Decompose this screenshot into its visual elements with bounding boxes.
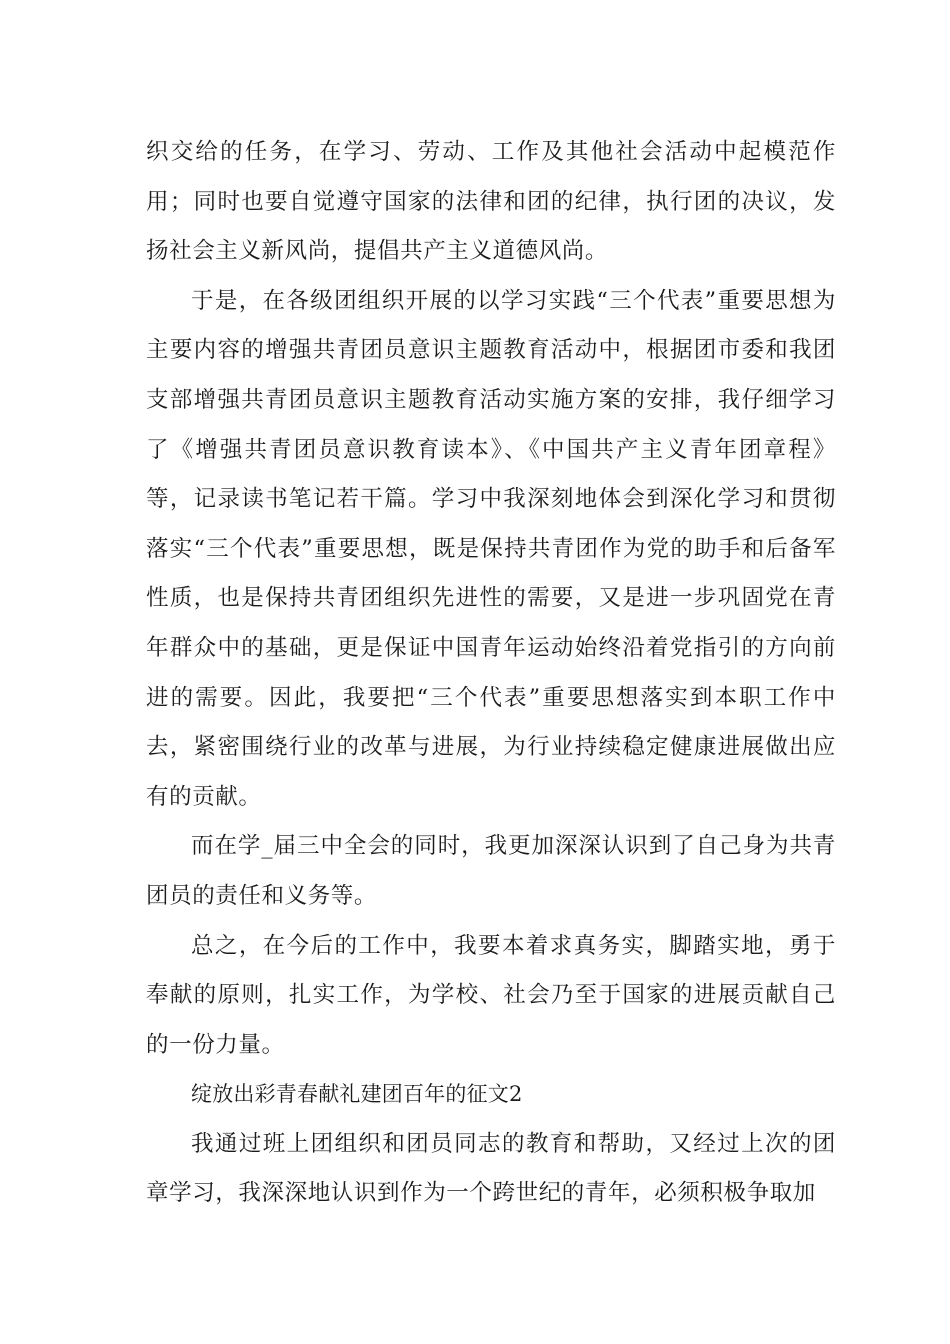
section-heading: 绽放出彩青春献礼建团百年的征文2 <box>191 1082 523 1107</box>
paragraph-conclusion: 总之，在今后的工作中，我要本着求真务实，脚踏实地，勇于奉献的原则，扎实工作，为学校、社会乃至于国家的进展贡献自己的一份力量。 <box>146 932 836 1058</box>
paragraph-study: 于是，在各级团组织开展的以学习实践“三个代表”重要思想为主要内容的增强共青团员意识主题教育活动中，根据团市委和我团支部增强共青团员意识主题教育活动实施方案的安排，我仔细学习了《增强共青团员意识教育读本》、《中国共产主义青年团章程》等，记录读书笔记若干篇。学习中我深刻地体会到深化学习和贯彻落实“三个代表”重要思想，既是保持共青团作为党的助手和后备军性质，也是保持共青团组织先进性的需要，又是进一步巩固党在青年群众中的基础，更是保证中国青年运动始终沿着党指引的方向前进的需要。因此，我要把“三个代表”重要思想落实到本职工作中去，紧密围绕行业的改革与进展，为行业持续稳定健康进展做出应有的贡献。 <box>146 287 836 810</box>
paragraph-continued: 织交给的任务，在学习、劳动、工作及其他社会活动中起模范作用；同时也要自觉遵守国家的法律和团的纪律，执行团的决议，发扬社会主义新风尚，提倡共产主义道德风尚。 <box>146 139 836 265</box>
paragraph-plenary: 而在学_届三中全会的同时，我更加深深认识到了自己身为共青团员的责任和义务等。 <box>146 833 836 909</box>
paragraph-essay-2: 我通过班上团组织和团员同志的教育和帮助，又经过上次的团章学习，我深深地认识到作为一个跨世纪的青年，必须积极争取加 <box>146 1130 836 1207</box>
document-page <box>146 128 836 1219</box>
